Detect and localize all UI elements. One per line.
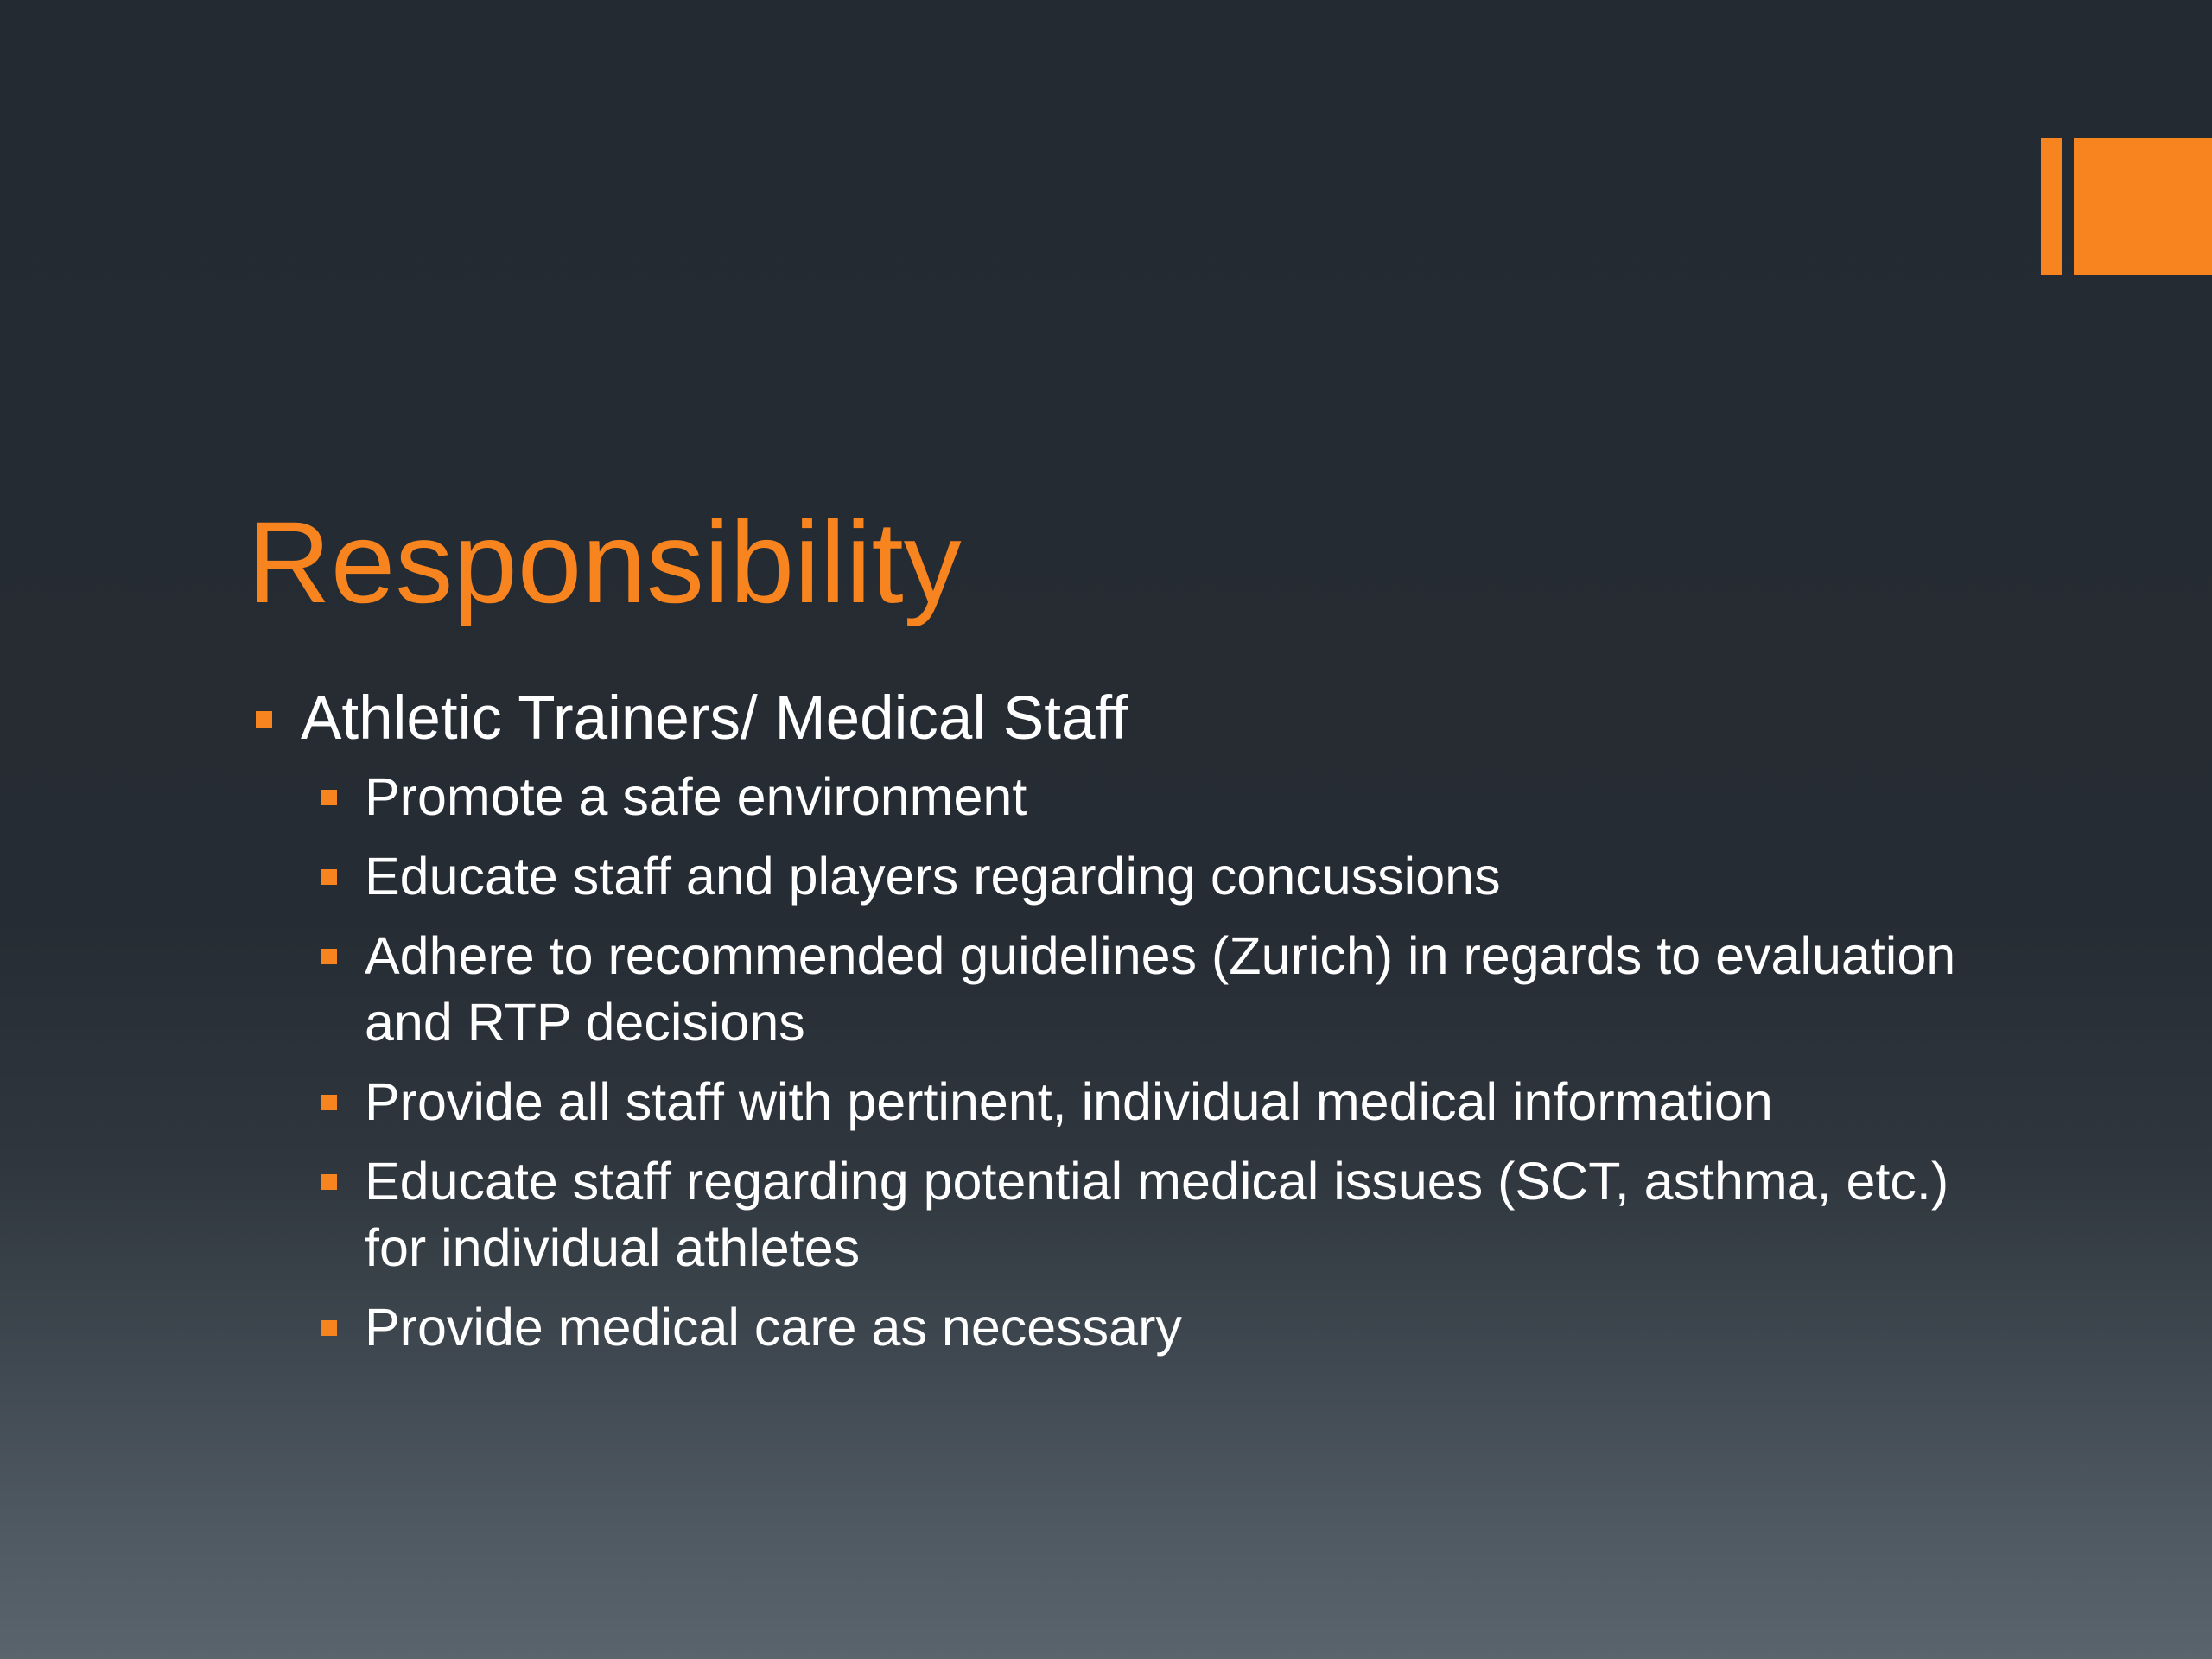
sub-bullet-item	[321, 1148, 1989, 1281]
sub-bullet-item	[321, 1069, 1989, 1135]
sub-bullet-item	[321, 764, 1989, 830]
sub-bullet-text: Educate staff regarding potential medical issues (SCT, asthma, etc.) for individual athletes	[365, 1152, 1949, 1277]
square-bullet-icon	[256, 711, 272, 728]
sub-bullet-text: Provide all staff with pertinent, individual medical information	[365, 1072, 1773, 1131]
bullet-item	[256, 681, 1984, 757]
square-bullet-icon	[321, 949, 337, 964]
sub-bullet-text: Promote a safe environment	[365, 767, 1027, 826]
sub-bullet-item	[321, 843, 1989, 910]
slide-title: Responsibility	[247, 499, 962, 627]
accent-bar	[2041, 138, 2062, 275]
bullet-list	[256, 681, 1984, 1374]
sub-bullet-item	[321, 923, 1989, 1056]
square-bullet-icon	[321, 1174, 337, 1190]
sub-bullet-text: Educate staff and players regarding concussions	[365, 847, 1501, 906]
sub-bullet-item	[321, 1294, 1989, 1361]
bullet-text: Athletic Trainers/ Medical Staff	[301, 684, 1128, 753]
square-bullet-icon	[321, 1320, 337, 1336]
square-bullet-icon	[321, 869, 337, 885]
square-bullet-icon	[321, 1095, 337, 1110]
sub-bullet-text: Adhere to recommended guidelines (Zurich) in regards to evaluation and RTP decisions	[365, 926, 1956, 1052]
accent-block	[2074, 138, 2212, 275]
sub-bullet-text: Provide medical care as necessary	[365, 1298, 1182, 1357]
square-bullet-icon	[321, 790, 337, 805]
